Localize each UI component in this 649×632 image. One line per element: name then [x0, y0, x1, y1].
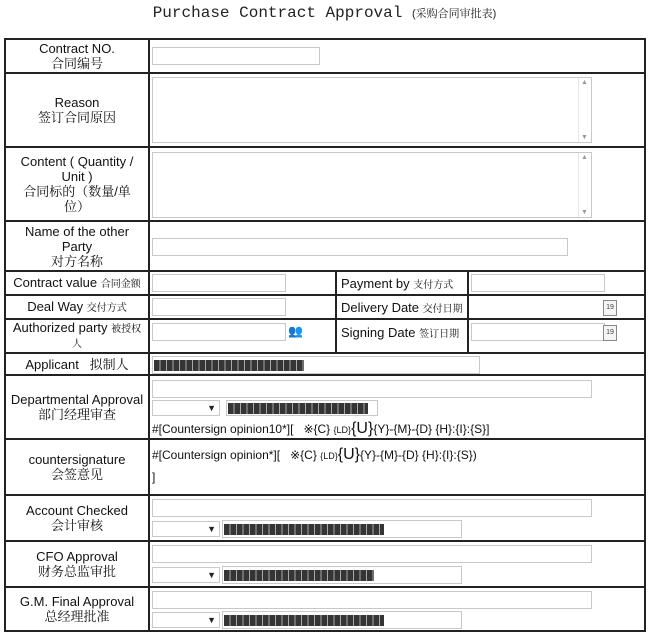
cell-content	[149, 147, 645, 221]
label-content: Content ( Quantity / Unit ) 合同标的（数量/单 位）	[5, 147, 149, 221]
title-main: Purchase Contract Approval	[152, 4, 403, 22]
cell-countersignature	[149, 439, 645, 495]
cell-dept-approval	[149, 375, 645, 439]
cell-account-checked	[149, 495, 645, 541]
account-opinion-input[interactable]	[152, 499, 592, 517]
label-dept-approval: Departmental Approval 部门经理审查	[5, 375, 149, 439]
account-select[interactable]: ▼	[152, 521, 220, 537]
calendar-icon[interactable]: 19	[603, 300, 617, 316]
label-signing-date: Signing Date 签订日期	[336, 319, 468, 353]
cell-contract-no	[149, 39, 645, 73]
label-delivery-date: Delivery Date 交付日期	[336, 295, 468, 319]
cell-gm-approval	[149, 587, 645, 631]
label-contract-no: Contract NO. 合同编号	[5, 39, 149, 73]
label-countersignature: countersignature 会签意见	[5, 439, 149, 495]
label-deal-way: Deal Way 交付方式	[5, 295, 149, 319]
redacted-applicant	[154, 360, 304, 371]
label-reason: Reason 签订合同原因	[5, 73, 149, 147]
gm-select[interactable]: ▼	[152, 612, 220, 628]
label-cfo-approval: CFO Approval 财务总监审批	[5, 541, 149, 587]
signing-date-input[interactable]	[471, 323, 605, 341]
label-gm-approval: G.M. Final Approval 总经理批准	[5, 587, 149, 631]
dept-select[interactable]: ▼	[152, 400, 220, 416]
cell-cfo-approval	[149, 541, 645, 587]
contract-no-input[interactable]	[152, 47, 320, 65]
authorized-party-input[interactable]	[152, 323, 286, 341]
countersign-template-text: #[Countersign opinion*][ ※{C} {LD}{U}{Y}-{M}-{D} {H}:{I}:{S})	[152, 446, 477, 463]
cell-payment-by	[468, 271, 645, 295]
calendar-icon[interactable]: 19	[603, 325, 617, 341]
content-scrollbar[interactable]: ▲ ▼	[578, 153, 591, 217]
redacted-cfo	[224, 570, 374, 581]
other-party-input[interactable]	[152, 238, 568, 256]
label-payment-by: Payment by 支付方式	[336, 271, 468, 295]
title-sub: (采购合同审批表)	[411, 8, 497, 20]
label-applicant: Applicant 拟制人	[5, 353, 149, 375]
label-contract-value: Contract value 合同金额	[5, 271, 149, 295]
label-account-checked: Account Checked 会计审核	[5, 495, 149, 541]
cell-contract-value	[149, 271, 336, 295]
cell-other-party	[149, 221, 645, 271]
deal-way-input[interactable]	[152, 298, 286, 316]
redacted-gm	[224, 615, 384, 626]
gm-opinion-input[interactable]	[152, 591, 592, 609]
cfo-opinion-input[interactable]	[152, 545, 592, 563]
label-other-party: Name of the other Party 对方名称	[5, 221, 149, 271]
dept-template-text: #[Countersign opinion10*][ ※{C} {LD}{U}{Y}-{M}-{D} {H}:{I}:{S}]	[152, 420, 490, 437]
cfo-select[interactable]: ▼	[152, 567, 220, 583]
redacted-account	[224, 524, 384, 535]
cell-authorized-party	[149, 319, 336, 353]
cell-signing-date	[468, 319, 645, 353]
countersign-closing: ]	[152, 470, 156, 484]
redacted-dept	[228, 403, 368, 414]
reason-textarea[interactable]	[152, 77, 592, 143]
content-textarea[interactable]	[152, 152, 592, 218]
page-title	[0, 4, 649, 22]
cell-deal-way	[149, 295, 336, 319]
contract-value-input[interactable]	[152, 274, 286, 292]
dept-opinion-input[interactable]	[152, 380, 592, 398]
payment-by-input[interactable]	[471, 274, 605, 292]
cell-reason	[149, 73, 645, 147]
approval-form	[4, 38, 646, 632]
cell-delivery-date	[468, 295, 645, 319]
person-picker-icon[interactable]: 👥	[288, 324, 303, 338]
label-authorized-party: Authorized party 被授权 人	[5, 319, 149, 353]
reason-scrollbar[interactable]: ▲ ▼	[578, 78, 591, 142]
cell-applicant	[149, 353, 645, 375]
